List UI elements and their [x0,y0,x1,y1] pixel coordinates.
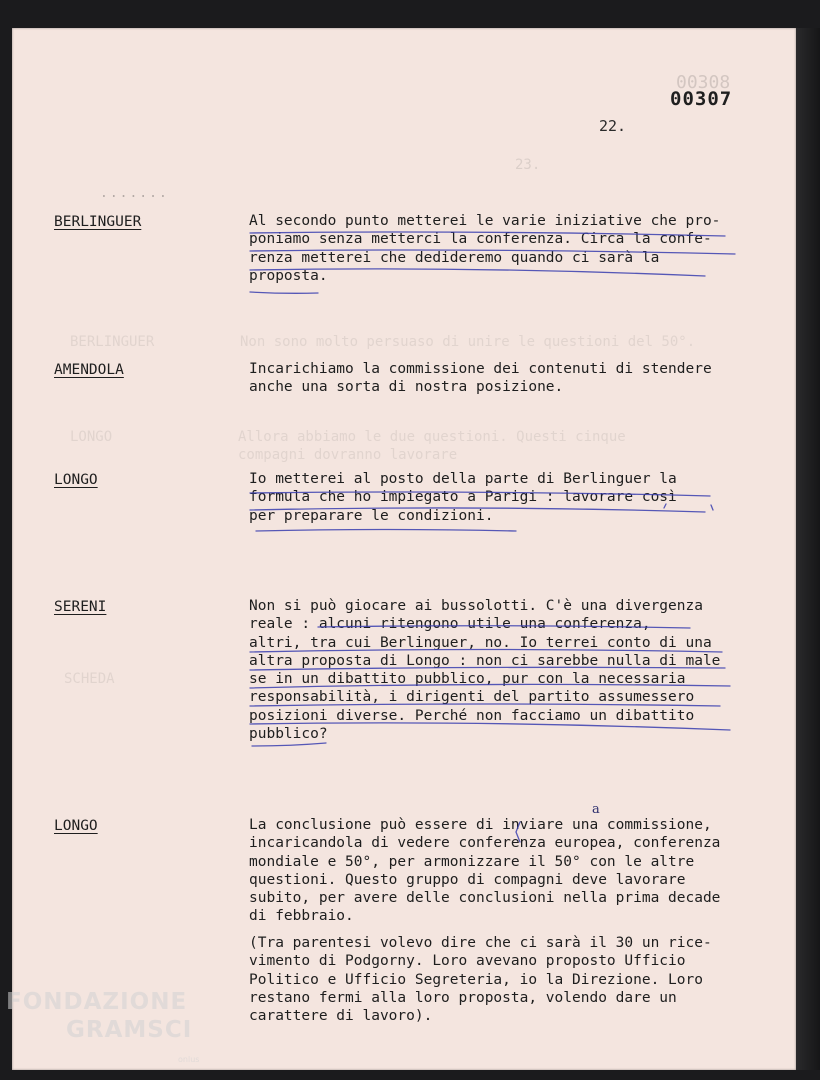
bleed-through-page-number: 23. [515,157,541,173]
speaker-longo: LONGO [54,472,98,488]
bleed-through-text: BERLINGUER [70,334,155,350]
speaker-berlinguer: BERLINGUER [54,214,142,230]
page-edge [796,28,820,1070]
bleed-through-text: SCHEDA [64,671,115,687]
bleed-through-text: Non sono molto persuaso di unire le questioni del 50°. [240,334,696,350]
handwritten-annotation: a [592,802,600,817]
statement-sereni: Non si può giocare ai bussolotti. C'è una divergenza reale : alcuni ritengono utile una conferenza, altri, tra cui Berlinguer, no. Io terrei conto di una altra proposta di Longo : non ci sarebbe nulla di male se in un dibattito pubblico, pur con la necessaria responsabilità, i dirigenti del partito assumessero posizioni diverse. Perché non facciamo un dibattito pubblico? [249,598,721,743]
statement-amendola: Incarichiamo la commissione dei contenuti di stendere anche una sorta di nostra posizione. [249,361,712,396]
document-number: 00307 [670,88,733,110]
fondazione-gramsci-watermark [6,988,200,1064]
statement-berlinguer: Al secondo punto metterei le varie iniziative che pro- poniamo senza metterci la conferenza. Circa la confe- renza metterei che dedideremo quando ci sarà la proposta. [249,213,721,284]
speaker-amendola: AMENDOLA [54,362,124,378]
statement-longo: Io metterei al posto della parte di Berlinguer la formula che ho impiegato a Parigi : lavorare così per preparare le condizioni. [249,471,677,524]
speaker-longo-2: LONGO [54,818,98,834]
watermark-line-2: GRAMSCI [66,1017,193,1043]
bleed-through-number: 00308 [676,72,731,93]
watermark-line-1: FONDAZIONE [6,989,188,1015]
page-number: 22. [599,117,627,135]
bleed-through-text: Allora abbiamo le due questioni. Questi cinque compagni dovranno lavorare [238,429,626,463]
bleed-through-text: LONGO [70,429,113,445]
dotted-line: ....... [100,186,169,201]
statement-longo-2-parenthetical: (Tra parentesi volevo dire che ci sarà il 30 un rice- vimento di Podgorny. Loro avevano proposto Ufficio Politico e Ufficio Segreteria, io la Direzione. Loro restano fermi alla loro proposta, volendo dare un carattere di lavoro). [249,935,712,1025]
speaker-sereni: SERENI [54,599,107,615]
watermark-line-3: onlus [178,1055,200,1064]
statement-longo-2: La conclusione può essere di inviare una commissione, incaricandola di vedere conferenza europea, conferenza mondiale e 50°, per armonizzare il 50° con le altre questioni. Questo gruppo di compagni deve lavorare subito, per avere delle conclusioni nella prima decade di febbraio. [249,817,721,925]
